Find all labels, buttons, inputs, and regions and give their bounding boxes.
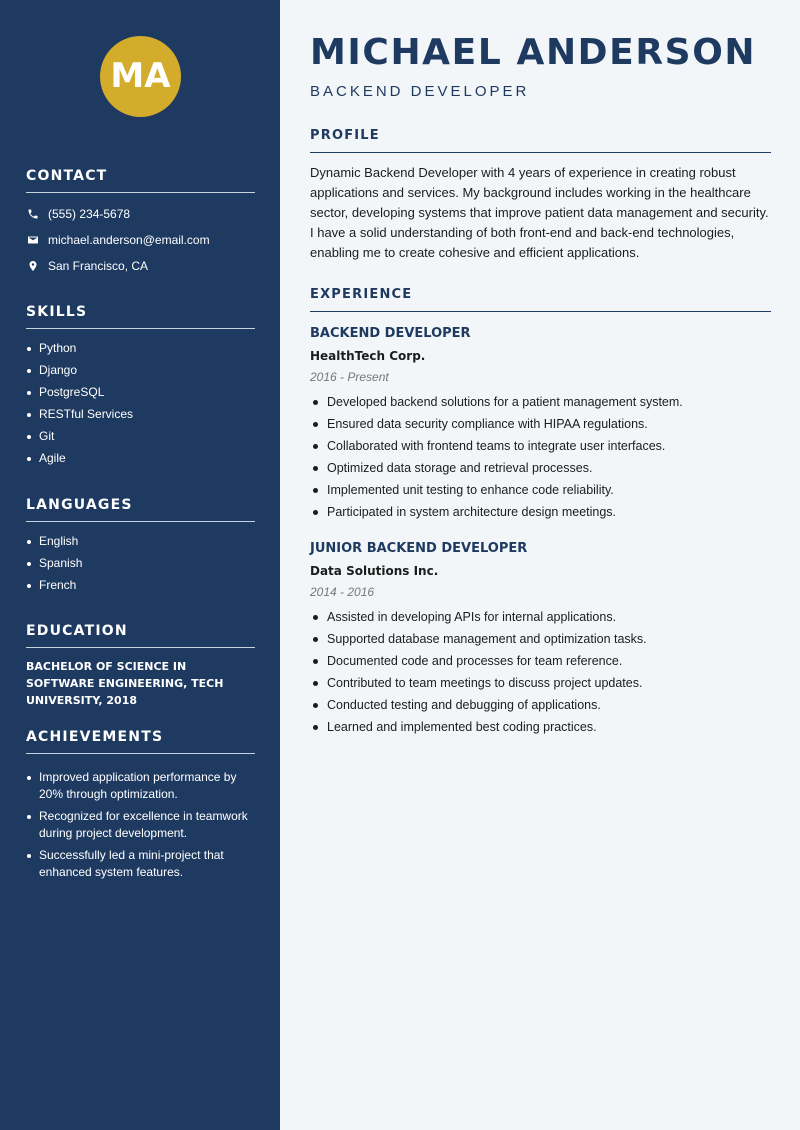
job-dates: 2014 - 2016 — [310, 585, 375, 599]
languages-section — [26, 497, 255, 599]
experience-job — [310, 326, 771, 526]
contact-phone-text: (555) 234-5678 — [48, 206, 131, 221]
achievements-list — [26, 769, 255, 881]
list-item: RESTful Services — [26, 406, 255, 423]
achievements-heading: ACHIEVEMENTS — [26, 729, 255, 754]
list-item: Recognized for excellence in teamwork during project development. — [26, 808, 255, 842]
skills-heading: SKILLS — [26, 304, 255, 329]
achievements-section — [26, 729, 255, 886]
experience-heading: EXPERIENCE — [310, 287, 771, 312]
list-item: Optimized data storage and retrieval processes. — [310, 460, 771, 482]
languages-heading: LANGUAGES — [26, 497, 255, 522]
list-item: Implemented unit testing to enhance code reliability. — [310, 482, 771, 504]
list-item: PostgreSQL — [26, 384, 255, 401]
contact-location — [26, 257, 255, 274]
list-item: Collaborated with frontend teams to integrate user interfaces. — [310, 438, 771, 460]
mail-icon — [26, 233, 39, 246]
job-duties — [310, 394, 771, 526]
job-company: Data Solutions Inc. — [310, 564, 439, 578]
list-item: Conducted testing and debugging of applications. — [310, 697, 771, 719]
list-item: Successfully led a mini-project that enhanced system features. — [26, 847, 255, 881]
list-item: Agile — [26, 450, 255, 467]
job-role: JUNIOR BACKEND DEVELOPER — [310, 541, 528, 556]
list-item: Assisted in developing APIs for internal applications. — [310, 609, 771, 631]
job-role: BACKEND DEVELOPER — [310, 326, 471, 341]
list-item: Ensured data security compliance with HIPAA regulations. — [310, 416, 771, 438]
list-item: Developed backend solutions for a patient management system. — [310, 394, 771, 416]
skills-list — [26, 340, 255, 467]
list-item: Git — [26, 428, 255, 445]
list-item: Spanish — [26, 555, 255, 572]
contact-phone — [26, 205, 255, 222]
location-pin-icon — [26, 259, 39, 272]
skills-section — [26, 304, 255, 472]
list-item: Participated in system architecture design meetings. — [310, 504, 771, 526]
phone-icon — [26, 207, 39, 220]
list-item: Supported database management and optimization tasks. — [310, 631, 771, 653]
job-duties — [310, 609, 771, 741]
list-item: French — [26, 577, 255, 594]
education-degree: BACHELOR OF SCIENCE IN SOFTWARE ENGINEERING, TECH UNIVERSITY, 2018 — [26, 660, 224, 707]
experience-section — [310, 287, 771, 312]
education-heading: EDUCATION — [26, 623, 255, 648]
avatar: MA — [100, 36, 181, 117]
job-dates: 2016 - Present — [310, 370, 389, 384]
list-item: Django — [26, 362, 255, 379]
languages-list — [26, 533, 255, 594]
list-item: Learned and implemented best coding practices. — [310, 719, 771, 741]
contact-section — [26, 168, 255, 274]
education-section — [26, 623, 255, 709]
contact-email[interactable] — [26, 231, 255, 248]
list-item: English — [26, 533, 255, 550]
contact-location-text: San Francisco, CA — [48, 258, 149, 273]
contact-email-text[interactable]: michael.anderson@email.com — [48, 232, 210, 247]
list-item: Contributed to team meetings to discuss project updates. — [310, 675, 771, 697]
list-item: Python — [26, 340, 255, 357]
page-title: MICHAEL ANDERSON — [310, 32, 757, 73]
profile-heading: PROFILE — [310, 128, 771, 153]
contact-heading: CONTACT — [26, 168, 255, 193]
sidebar — [0, 0, 280, 1130]
job-title: BACKEND DEVELOPER — [310, 83, 530, 100]
contact-list — [26, 205, 255, 274]
profile-section — [310, 128, 771, 263]
list-item: Improved application performance by 20% through optimization. — [26, 769, 255, 803]
list-item: Documented code and processes for team reference. — [310, 653, 771, 675]
job-company: HealthTech Corp. — [310, 349, 426, 363]
experience-job — [310, 541, 771, 741]
profile-text: Dynamic Backend Developer with 4 years of experience in creating robust applications and services. My background includes working in the healthcare sector, developing systems that improve patient data management and security. I have a solid understanding of both front-end and back-end technologies, enabling me to create cohesive and efficient applications. — [310, 165, 769, 260]
